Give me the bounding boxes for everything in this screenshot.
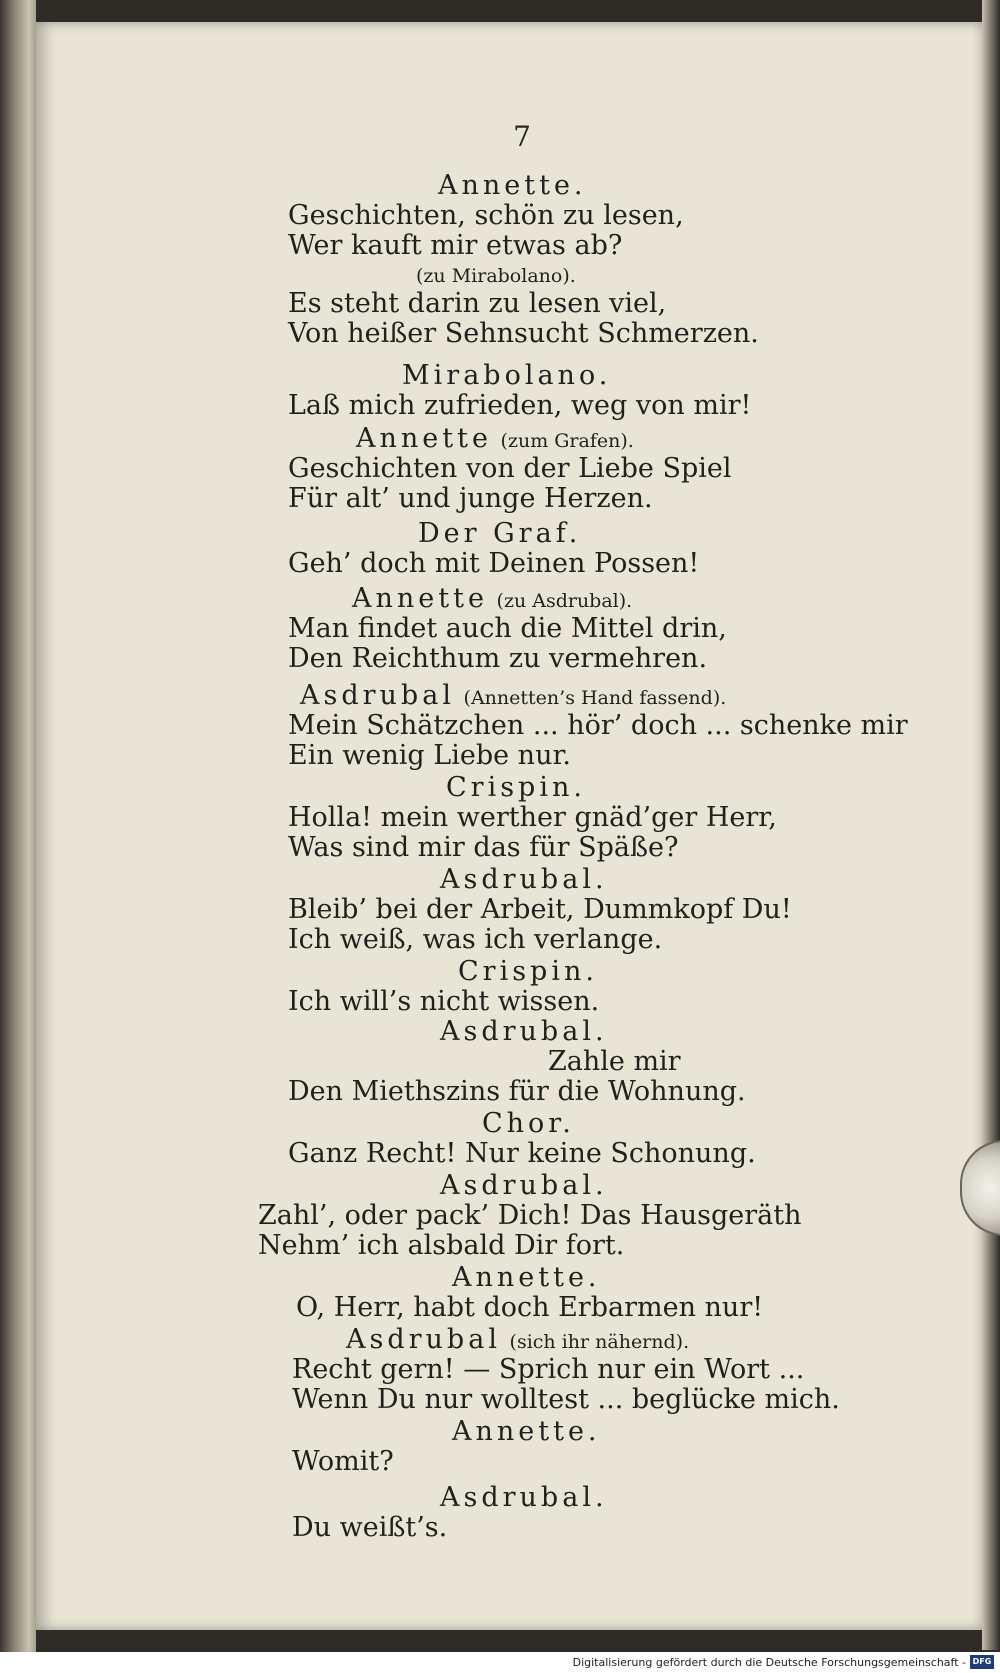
speaker-name: Asdrubal. [440,864,608,895]
speaker-with-direction [352,585,632,612]
verse-line: Ich will’s nicht wissen. [288,986,600,1017]
footer-credit: Digitalisierung gefördert durch die Deutsche Forschungsgemeinschaft - [572,1656,966,1669]
stage-direction: (sich ihr nähernd). [509,1331,690,1353]
verse-line: Bleib’ bei der Arbeit, Dummkopf Du! [288,894,792,925]
verse-line: Mein Schätzchen ... hör’ doch ... schenke mir [288,710,908,741]
verse-line: Man findet auch die Mittel drin, [288,613,727,644]
verse-line: Den Reichthum zu vermehren. [288,643,708,674]
verse-line: Ein wenig Liebe nur. [288,740,571,771]
verse-line: Ganz Recht! Nur keine Schonung. [288,1138,756,1169]
speaker-with-direction [356,425,634,452]
verse-line: Wer kauft mir etwas ab? [288,230,623,261]
dfg-logo-icon: DFG [970,1655,994,1669]
verse-line: Nehm’ ich alsbald Dir fort. [258,1230,625,1261]
verse-line: Wenn Du nur wolltest ... beglücke mich. [292,1384,840,1415]
verse-line: Geschichten von der Liebe Spiel [288,453,732,484]
speaker-name: Asdrubal [346,1324,501,1355]
stage-direction: (zu Mirabolano). [416,265,576,287]
stage-direction: (Annetten’s Hand fassend). [463,687,727,709]
speaker-name: Asdrubal. [440,1170,608,1201]
speaker-name: Crispin. [446,772,586,803]
speaker-name: Der Graf. [418,518,582,549]
speaker-name: Mirabolano. [402,360,612,391]
verse-line: Recht gern! — Sprich nur ein Wort ... [292,1354,805,1385]
speaker-name: Crispin. [458,956,598,987]
verse-line: Du weißt’s. [292,1512,448,1543]
verse-line: O, Herr, habt doch Erbarmen nur! [296,1292,764,1323]
verse-line: Geh’ doch mit Deinen Possen! [288,548,700,579]
speaker-with-direction [346,1326,689,1353]
page-number: 7 [513,120,531,153]
stage-direction: (zu Asdrubal). [496,590,633,612]
speaker-with-direction [300,682,726,709]
speaker-name: Annette [356,423,492,454]
verse-line: Was sind mir das für Späße? [288,832,679,863]
speaker-name: Asdrubal [300,680,455,711]
stage-direction: (zum Grafen). [500,430,634,452]
speaker-name: Chor. [482,1108,575,1139]
verse-line: Geschichten, schön zu lesen, [288,200,684,231]
verse-line: Zahl’, oder pack’ Dich! Das Hausgeräth [258,1200,802,1231]
speaker-name: Annette [352,583,488,614]
verse-line: Womit? [292,1446,394,1477]
verse-line: Holla! mein werther gnäd’ger Herr, [288,802,777,833]
verse-line: Den Miethszins für die Wohnung. [288,1076,746,1107]
digitization-footer [0,1652,1000,1673]
speaker-name: Annette. [452,1416,601,1447]
verse-line: Laß mich zufrieden, weg von mir! [288,390,752,421]
verse-line: Für alt’ und junge Herzen. [288,483,653,514]
verse-line: Es steht darin zu lesen viel, [288,288,667,319]
speaker-name: Asdrubal. [440,1016,608,1047]
speaker-name: Annette. [438,170,587,201]
verse-line: Zahle mir [548,1046,681,1077]
verse-line: Von heißer Sehnsucht Schmerzen. [288,318,759,349]
verse-line: Ich weiß, was ich verlange. [288,924,663,955]
speaker-name: Asdrubal. [440,1482,608,1513]
speaker-name: Annette. [452,1262,601,1293]
